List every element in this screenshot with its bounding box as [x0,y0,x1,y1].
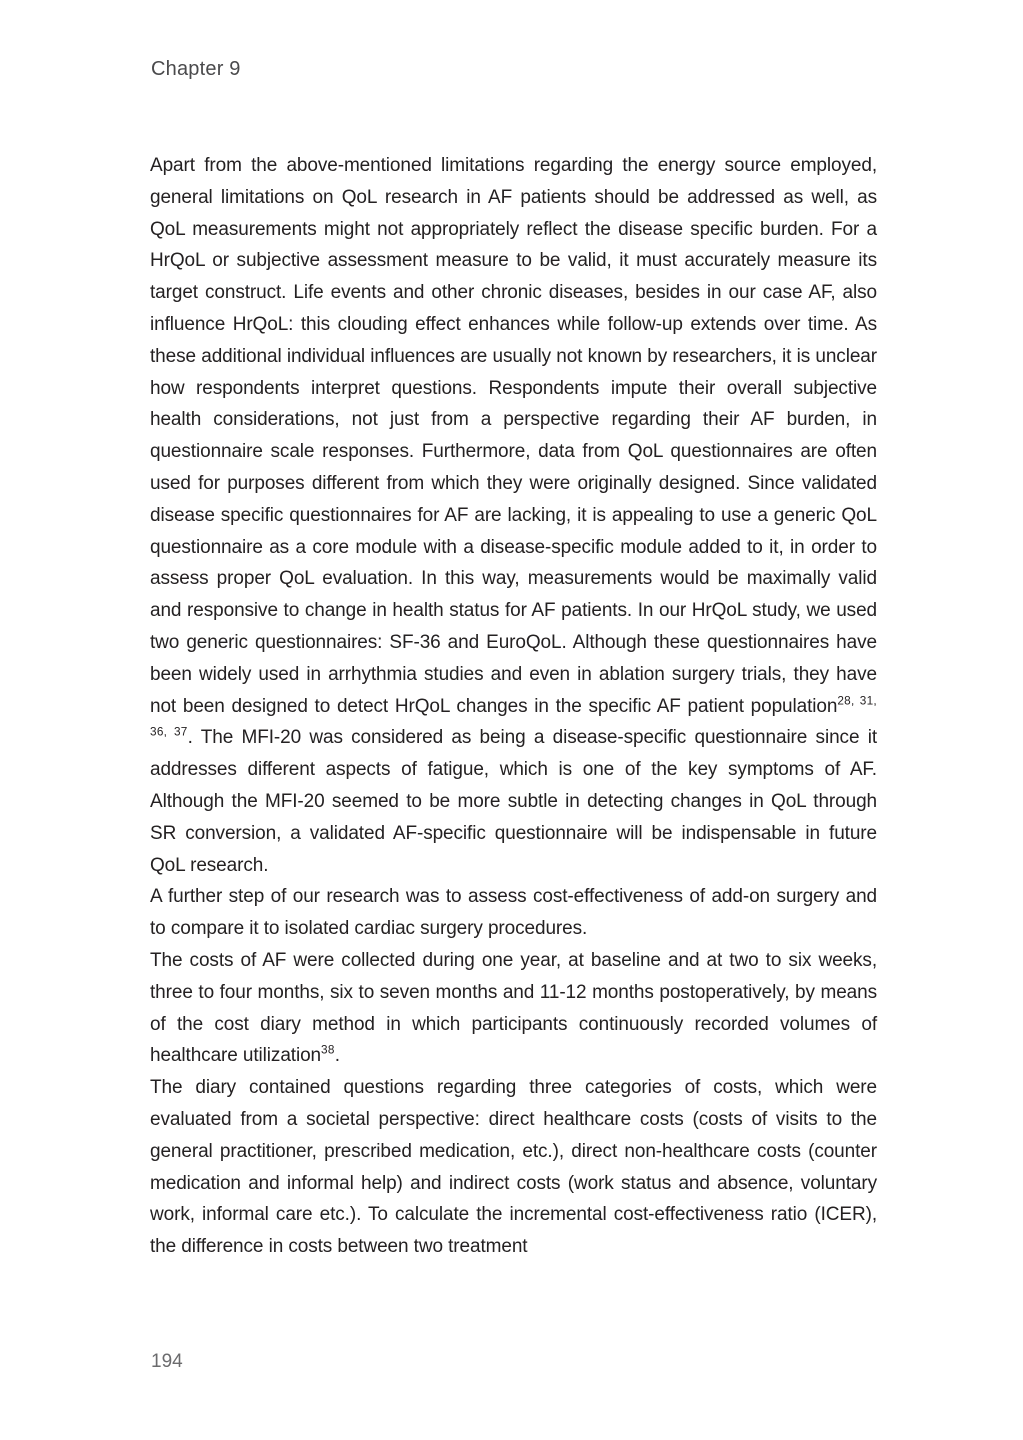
citation-superscript: 38 [321,1043,335,1057]
page-number: 194 [151,1351,183,1372]
body-paragraph [150,945,877,1072]
text-run: . [334,1045,340,1067]
body-text [150,150,877,1263]
body-paragraph [150,1072,877,1263]
body-paragraph [150,150,877,881]
citation-superscript: 28, 31, 36, 37 [150,694,877,740]
chapter-header: Chapter 9 [151,58,241,80]
text-run: Apart from the above-mentioned limitations regarding the energy source employed, general limitations on QoL research in AF patients should be addressed as well, as QoL measurements might not appropriately reflect the disease specific burden. For a HrQoL or subjective assessment measure to be valid, it must accurately measure its target construct. Life events and other chronic diseases, besides in our case AF, also influence HrQoL: this clouding effect enhances while follow-up extends over time. As these additional individual influences are usually not known by researchers, it is unclear how respondents interpret questions. Respondents impute their overall subjective health considerations, not just from a perspective regarding their AF burden, in questionnaire scale responses. Furthermore, data from QoL questionnaires are often used for purposes different from which they were originally designed. Since validated disease specific questionnaires for AF are lacking, it is appealing to use a generic QoL questionnaire as a core module with a disease-specific module added to it, in order to assess proper QoL evaluation. In this way, measurements would be maximally valid and responsive to change in health status for AF patients. In our HrQoL study, we used two generic questionnaires: SF-36 and EuroQoL. Although these questionnaires have been widely used in arrhythmia studies and even in ablation surgery trials, they have not been designed to detect HrQoL changes in the specific AF patient population [150,155,877,717]
text-run: . The MFI-20 was considered as being a disease-specific questionnaire since it addresses different aspects of fatigue, which is one of the key symptoms of AF. Although the MFI-20 seemed to be more subtle in detecting changes in QoL through SR conversion, a validated AF-specific questionnaire will be indispensable in future QoL research. [150,727,878,876]
text-run: A further step of our research was to assess cost-effectiveness of add-on surgery and to compare it to isolated cardiac surgery procedures. [150,886,877,940]
body-paragraph [150,881,877,945]
text-run: The costs of AF were collected during one year, at baseline and at two to six weeks, three to four months, six to seven months and 11-12 months postoperatively, by means of the cost diary method in which participants continuously recorded volumes of healthcare utilization [150,949,877,1067]
text-run: The diary contained questions regarding three categories of costs, which were evaluated from a societal perspective: direct healthcare costs (costs of visits to the general practitioner, prescribed medication, etc.), direct non-healthcare costs (counter medication and informal help) and indirect costs (work status and absence, voluntary work, informal care etc.). To calculate the incremental cost-effectiveness ratio (ICER), the difference in costs between two treatment [150,1077,877,1258]
